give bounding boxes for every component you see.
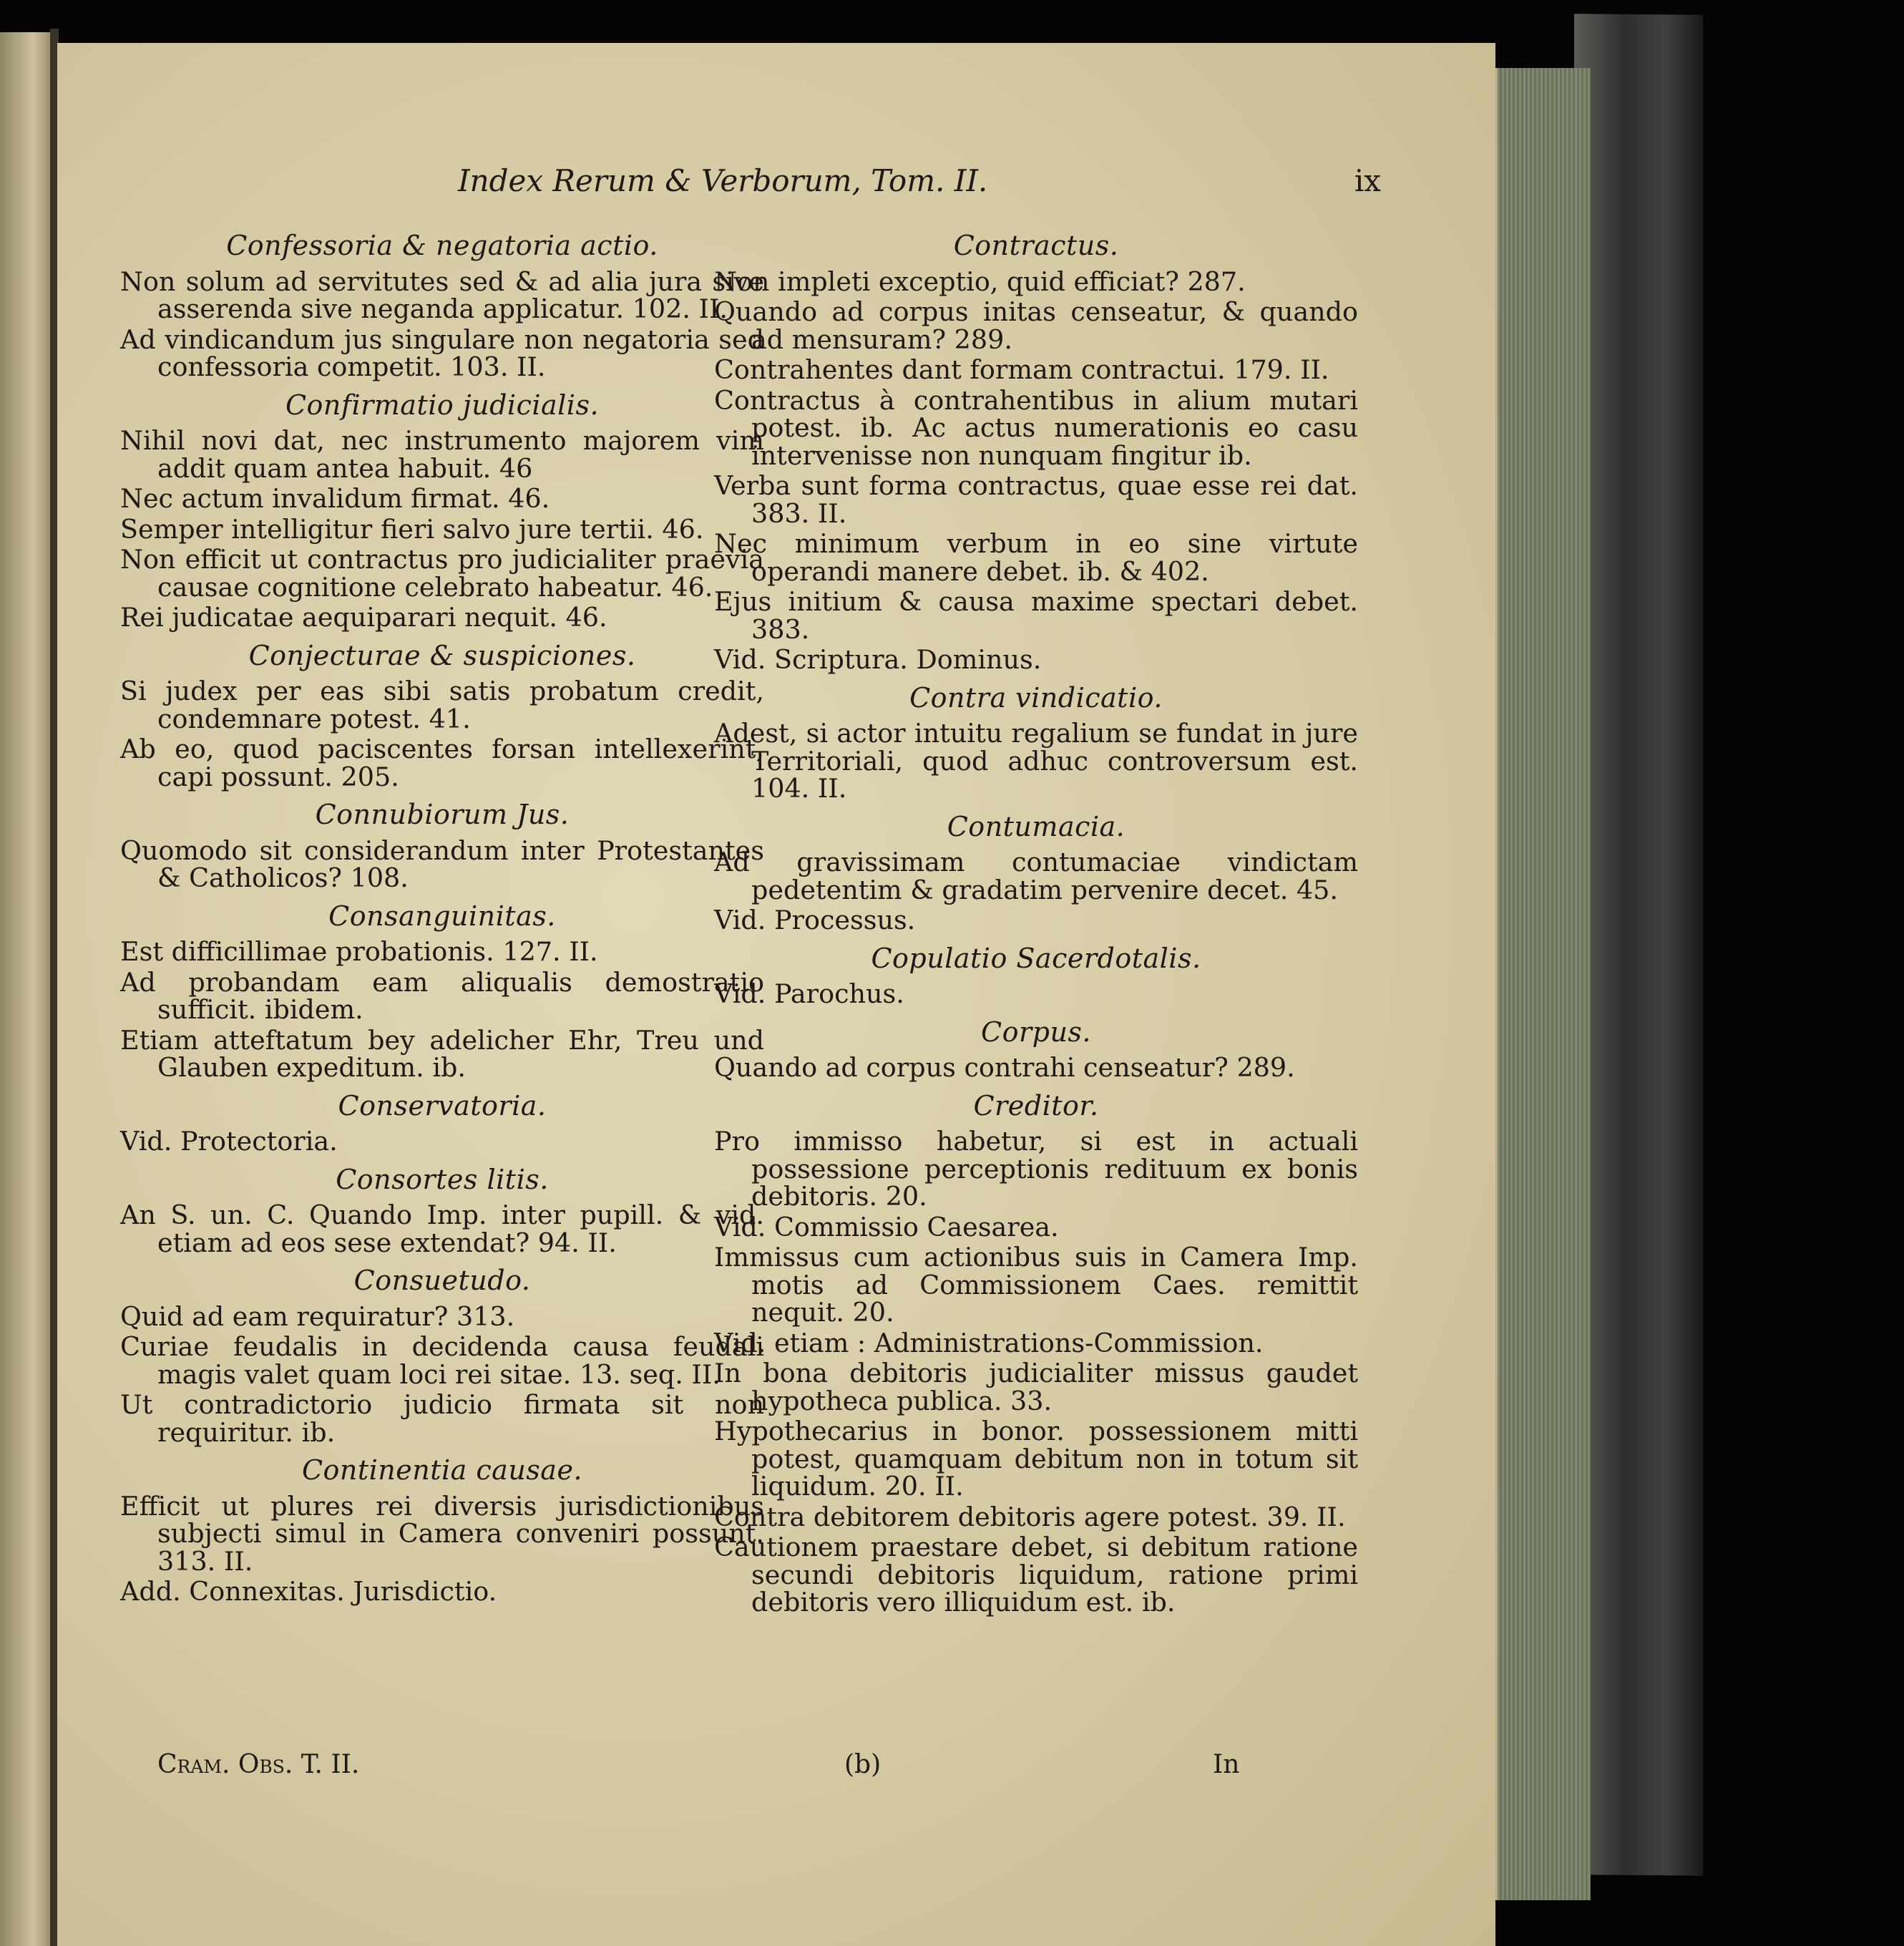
index-entry: Non efficit ut contractus pro judicialiter praevia causae cognitione celebrato habeatur. 46. (120, 544, 764, 603)
index-entry: Contra debitorem debitoris agere potest. 39. II. (714, 1501, 1346, 1532)
index-entry: Est difficillimae probationis. 127. II. (120, 936, 598, 967)
index-entry: Ad vindicandum jus singulare non negatoria sed confessoria competit. 103. II. (120, 323, 764, 382)
running-header-title: Index Rerum & Verborum, Tom. II. (458, 163, 988, 198)
index-entry: Quomodo sit considerandum inter Protestantes & Catholicos? 108. (120, 835, 764, 893)
index-entry: Ejus initium & causa maxime spectari debet. 383. (714, 586, 1358, 645)
index-entry: Hypothecarius in bonor. possessionem mitti potest, quamquam debitum non in totum sit liquidum. 20. II. (714, 1416, 1358, 1502)
facing-page-edge (0, 32, 56, 1946)
index-heading: Conservatoria. (338, 1089, 547, 1122)
index-heading: Consuetudo. (353, 1265, 531, 1296)
index-entry: Rei judicatae aequiparari nequit. 46. (120, 602, 607, 633)
printer-signature: Cram. Obs. T. II. (157, 1750, 360, 1779)
index-entry: Non impleti exceptio, quid efficiat? 287. (714, 266, 1246, 297)
index-entry: Vid. Commissio Caesarea. (714, 1211, 1059, 1242)
index-entry: Efficit ut plures rei diversis jurisdictionibus subjecti simul in Camera conveniri possunt. 313. II. (120, 1490, 764, 1577)
index-entry: Vid. Scriptura. Dominus. (714, 644, 1042, 675)
signature-mark: (b) (844, 1750, 882, 1779)
index-entry: Ad gravissimam contumaciae vindictam pedetentim & gradatim pervenire decet. 45. (714, 847, 1358, 905)
page-content (57, 43, 1495, 1946)
index-entry: Ab eo, quod paciscentes forsan intellexerint, capi possunt. 205. (120, 734, 764, 792)
page-number: ix (1354, 163, 1381, 198)
index-entry: Vid. Processus. (714, 905, 916, 935)
index-entry: Immissus cum actionibus suis in Camera Imp. motis ad Commissionem Caes. remittit nequit. 20. (714, 1242, 1358, 1328)
index-heading: Corpus. (981, 1016, 1091, 1048)
index-entry: Add. Connexitas. Jurisdictio. (120, 1576, 497, 1607)
index-entry: Vid. Parochus. (714, 978, 904, 1009)
index-entry: Quid ad eam requiratur? 313. (120, 1300, 515, 1332)
index-entry: Verba sunt forma contractus, quae esse rei dat. 383. II. (714, 470, 1358, 529)
index-entry: Non solum ad servitutes sed & ad alia jura sive asserenda sive neganda applicatur. 102. II. (120, 266, 764, 324)
index-entry: Pro immisso habetur, si est in actuali possessione perceptionis redituum ex bonis debitoris. 20. (714, 1126, 1358, 1212)
index-heading: Contra vindicatio. (909, 681, 1163, 714)
index-heading: Conjecturae & suspiciones. (248, 639, 636, 671)
left-index-column (120, 222, 764, 1609)
index-entry: An S. un. C. Quando Imp. inter pupill. & vid. etiam ad eos sese extendat? 94. II. (120, 1200, 764, 1258)
index-entry: Quando ad corpus initas censeatur, & quando ad mensuram? 289. (714, 296, 1358, 355)
index-entry: Nec actum invalidum firmat. 46. (120, 483, 550, 514)
index-entry: Ut contradictorio judicio firmata sit non requiritur. ib. (120, 1389, 764, 1448)
page-stack-edges (1495, 68, 1591, 1900)
index-heading: Continentia causae. (301, 1454, 583, 1486)
index-entry: Nihil novi dat, nec instrumento majorem vim addit quam antea habuit. 46 (120, 425, 764, 484)
index-entry: Contrahentes dant formam contractui. 179. II. (714, 354, 1329, 385)
book-cover-edge (1574, 14, 1703, 1876)
index-heading: Confirmatio judicialis. (285, 389, 600, 421)
index-entry: Curiae feudalis in decidenda causa feudali magis valet quam loci rei sitae. 13. seq. II. (120, 1331, 764, 1390)
index-heading: Consanguinitas. (328, 900, 556, 932)
index-heading: Consortes litis. (336, 1163, 549, 1195)
index-entry: Vid. etiam : Administrations-Commission. (714, 1327, 1264, 1358)
index-heading: Copulatio Sacerdotalis. (871, 942, 1201, 974)
running-header (458, 163, 1381, 198)
index-entry: Ad probandam eam aliqualis demostratio sufficit. ibidem. (120, 966, 764, 1025)
catchword: In (1213, 1750, 1240, 1779)
index-entry: In bona debitoris judicialiter missus gaudet hypotheca publica. 33. (714, 1358, 1358, 1416)
index-entry: Nec minimum verbum in eo sine virtute operandi manere debet. ib. & 402. (714, 528, 1358, 587)
index-entry: Contractus à contrahentibus in alium mutari potest. ib. Ac actus numerationis eo casu intervenisse non nunquam fingitur ib. (714, 384, 1358, 471)
index-heading: Confessoria & negatoria actio. (226, 230, 658, 261)
index-heading: Creditor. (973, 1089, 1099, 1122)
index-entry: Semper intelligitur fieri salvo jure tertii. 46. (120, 513, 704, 545)
index-entry: Adest, si actor intuitu regalium se fundat in jure Territoriali, quod adhuc controversum est. 104. II. (714, 718, 1358, 804)
index-entry: Quando ad corpus contrahi censeatur? 289. (714, 1052, 1295, 1083)
index-entry: Cautionem praestare debet, si debitum ratione secundi debitoris liquidum, ratione primi debitoris vero illiquidum est. ib. (714, 1532, 1358, 1617)
index-heading: Connubiorum Jus. (315, 799, 570, 830)
index-entry: Vid. Protectoria. (120, 1126, 338, 1157)
index-heading: Contumacia. (947, 810, 1126, 842)
index-entry: Etiam atteftatum bey adelicher Ehr, Treu und Glauben expeditum. ib. (120, 1024, 764, 1083)
index-heading: Contractus. (953, 230, 1119, 261)
index-entry: Si judex per eas sibi satis probatum credit, condemnare potest. 41. (120, 676, 764, 734)
right-index-column (714, 222, 1358, 1620)
